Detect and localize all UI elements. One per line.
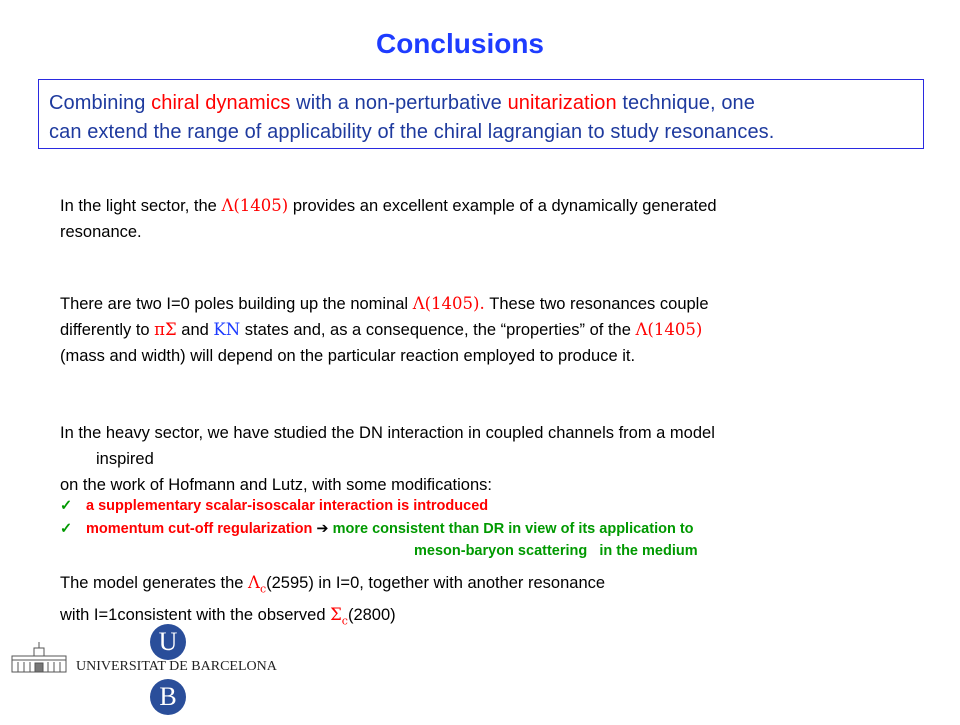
modification-item-2: ✓ momentum cut-off regularization ➔ more consistent than DR in view of its application to (60, 521, 694, 537)
kn-symbol: KN (213, 320, 241, 339)
lambda-symbol: Λ(1405) (635, 320, 703, 339)
paragraph-two-poles: There are two I=0 poles building up the nominal Λ(1405). These two resonances couple differently to πΣ and KN states and, as a consequence, the “properties” of the Λ(1405) (mass and width) will depend on the particular reaction employed to produce it. (60, 294, 709, 365)
lambda-symbol: Λ(1405). (412, 294, 485, 313)
paragraph-light-sector: In the light sector, the Λ(1405) provides an excellent example of a dynamically generated resonance. (60, 196, 717, 241)
logo-u-letter: U (158, 627, 178, 656)
pi-sigma-symbol: πΣ (154, 320, 177, 339)
summary-box (38, 79, 924, 149)
summary-line-1: Combining chiral dynamics with a non-perturbative unitarization technique, one (49, 92, 755, 114)
checkmark-icon: ✓ (60, 521, 73, 537)
highlight-unitarization: unitarization (507, 92, 617, 114)
paragraph-heavy-sector: In the heavy sector, we have studied the DN interaction in coupled channels from a model inspired on the work of Hofmann and Lutz, with some modifications: (60, 424, 715, 494)
arrow-right-icon: ➔ (316, 521, 329, 537)
university-name: UNIVERSITAT DE BARCELONA (76, 659, 277, 674)
university-logo (8, 620, 277, 720)
lambda-symbol: Λ(1405) (221, 196, 289, 215)
logo-b-letter: B (159, 682, 177, 711)
paragraph-model-results: The model generates the $\Lambda_c(2595)$ in I=0, together with another resonance with I=1consistent with the observed $\Sigma_c(2800)$ (60, 573, 606, 628)
summary-line-2: can extend the range of applicability of the chiral lagrangian to study resonances. (49, 121, 775, 143)
modification-item-1: ✓ a supplementary scalar-isoscalar interaction is introduced (60, 498, 489, 514)
highlight-chiral-dynamics: chiral dynamics (151, 92, 291, 114)
modification-item-2-continued: meson-baryon scattering in the medium (414, 543, 698, 559)
sigma-symbol: Σ (330, 605, 342, 625)
checkmark-icon: ✓ (60, 498, 73, 514)
page-title: Conclusions (375, 28, 544, 59)
lambda-symbol: Λ (248, 573, 260, 592)
